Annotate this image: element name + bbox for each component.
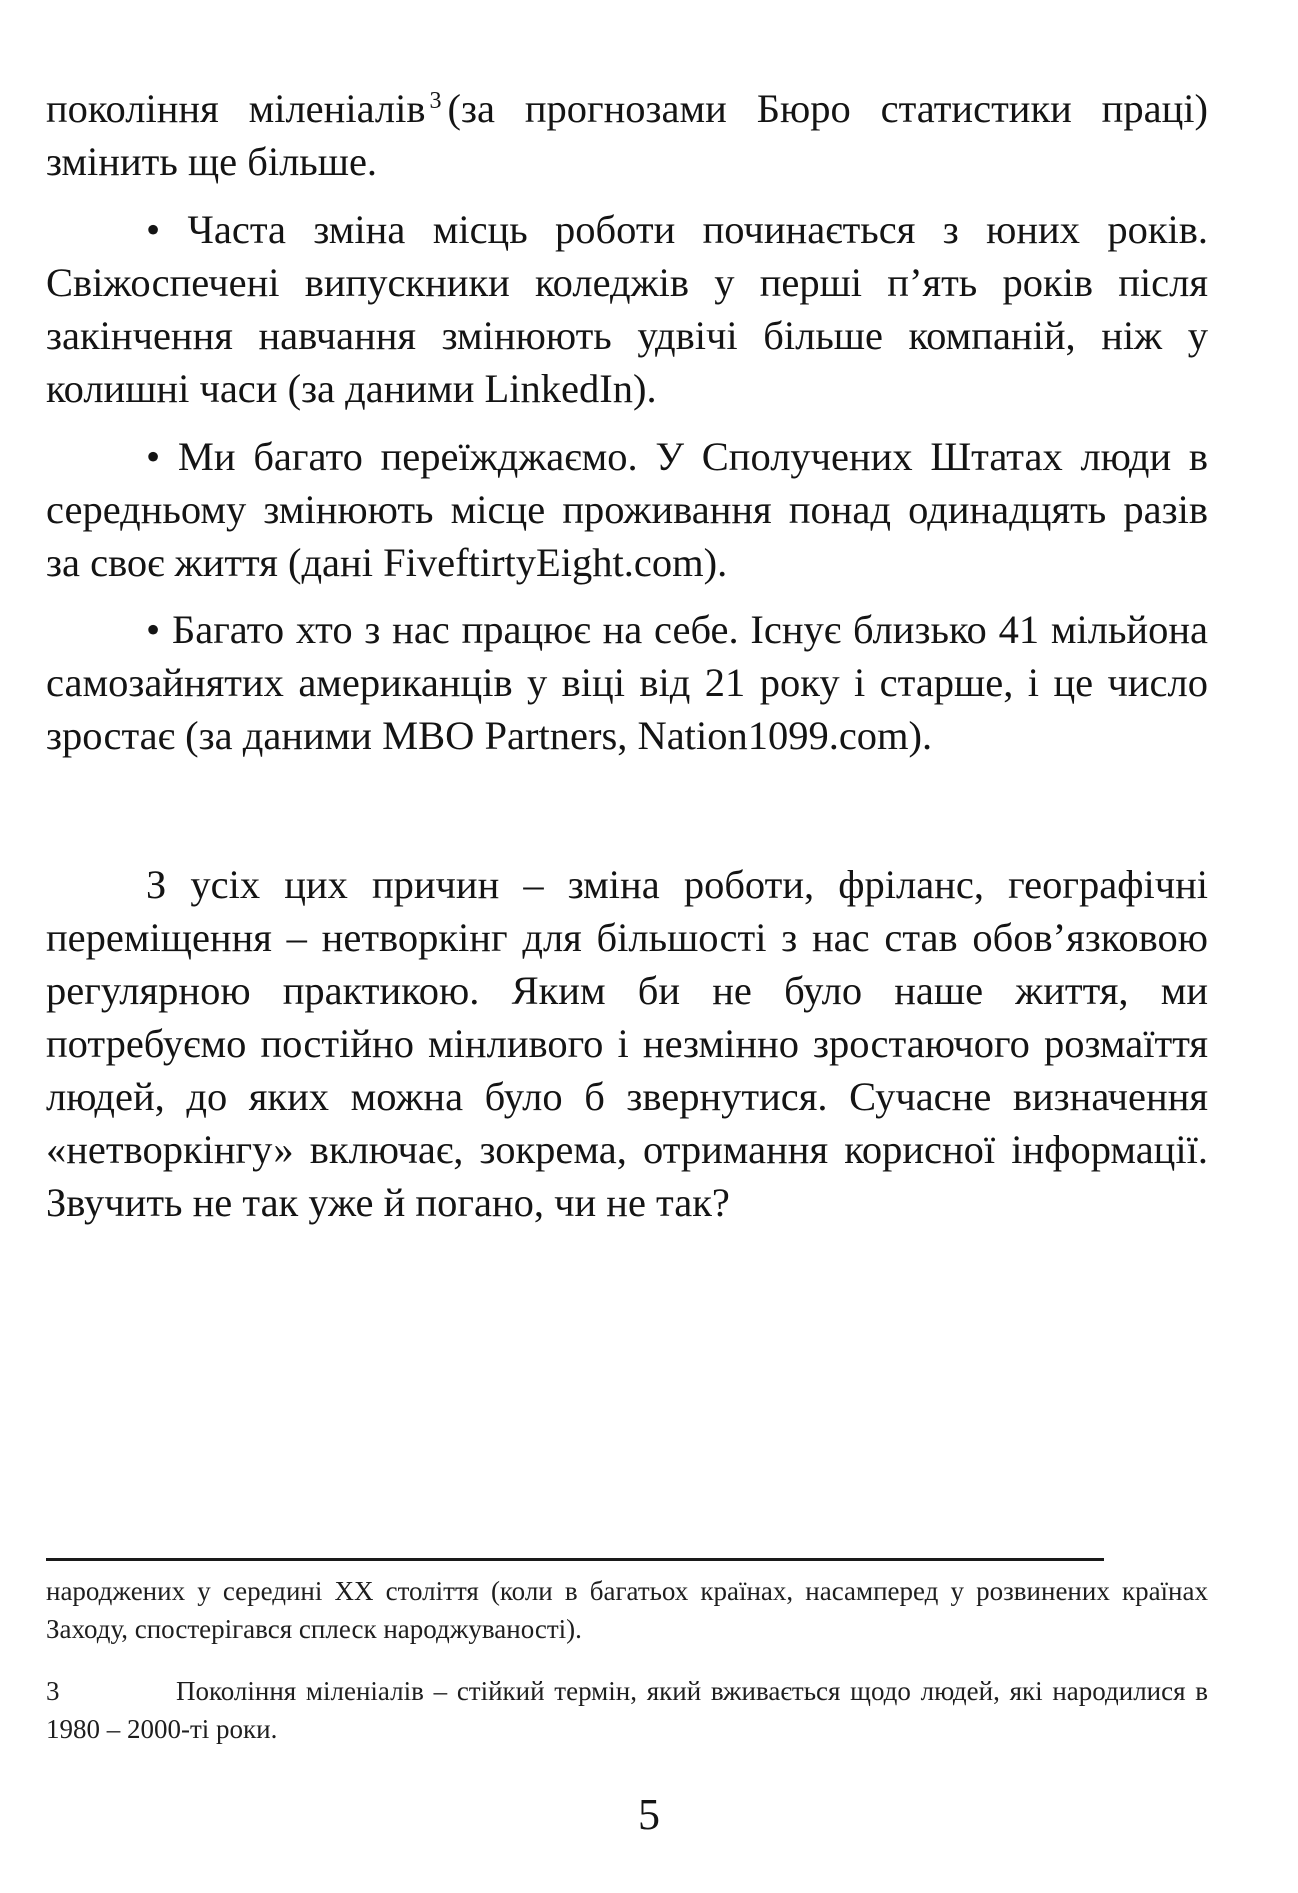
bullet-paragraph-relocation: • Ми багато переїжджаємо. У Сполучених Штатах люди в середньому змінюють місце проживання понад одинадцять разів за своє життя (дані FiveftirtyEight.com). [46, 434, 1208, 585]
footnote-number: 3 [46, 1676, 60, 1706]
page-number: 5 [638, 1790, 660, 1839]
bullet-paragraph-self-employed: • Багато хто з нас працює на себе. Існує близько 41 мільйона самозайнятих американців у віці від 21 року і старше, і це число зростає (за даними MBO Partners, Nation1099.com). [46, 607, 1208, 758]
footnote-continuation: народжених у середині XX століття (коли в багатьох країнах, насамперед у розвинених країнах Заходу, спостерігався сплеск народжуваності). [46, 1576, 1208, 1644]
footnote-divider [46, 1558, 1104, 1561]
intro-text-end: (за прогнозами Бюро статистики праці) змінить ще більше. [46, 86, 1208, 184]
conclusion-paragraph: З усіх цих причин – зміна роботи, фріланс, географічні переміщення – нетворкінг для більшості з нас став обов’язковою регулярною практикою. Яким би не було наше життя, ми потребуємо постійно мінливого і незмінно зростаючого розмаїття людей, до яких можна було б звернутися. Сучасне визначення «нетворкінгу» включає, зокрема, отримання корисної інформації. Звучить не так уже й погано, чи не так? [46, 862, 1208, 1225]
footnote-reference: 3 [429, 87, 442, 114]
bullet-paragraph-job-change: • Часта зміна місць роботи починається з юних років. Свіжоспечені випускники коледжів у перші п’ять років після закінчення навчання змінюють удвічі більше компаній, ніж у колишні часи (за даними LinkedIn). [46, 207, 1208, 411]
intro-text-start: покоління міленіалів [46, 86, 426, 131]
footnote-text: Покоління міленіалів – стійкий термін, який вживається щодо людей, які народилися в 1980 – 2000-ті роки. [46, 1676, 1208, 1744]
footnote-3 [46, 1672, 1208, 1748]
intro-paragraph [46, 82, 1208, 188]
